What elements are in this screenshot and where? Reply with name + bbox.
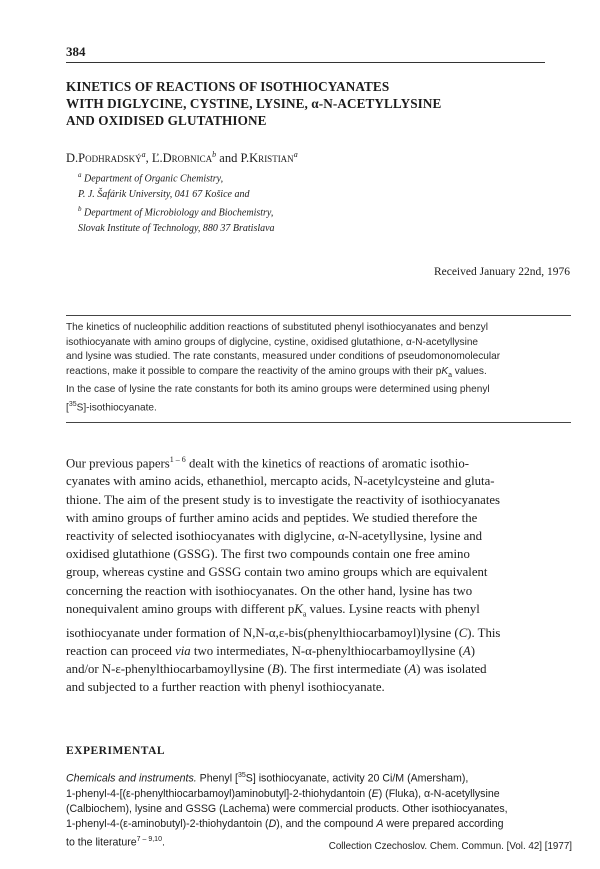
affiliations: [78, 168, 275, 236]
abstract: [66, 321, 571, 415]
abstract-line: [66, 398, 571, 416]
author-name: P.Kristian: [240, 151, 294, 166]
text-run: ). This: [467, 625, 501, 640]
affil-mark: b: [78, 204, 82, 213]
text-run: 1-phenyl-4-(ε-aminobutyl)-2-thiohydantoin (: [66, 817, 269, 830]
abstract-bottom-rule: [66, 422, 571, 423]
author-separator: ,: [145, 151, 152, 166]
author-separator: and: [216, 151, 241, 166]
compound-label: A: [462, 643, 471, 658]
exp-line: [66, 787, 571, 802]
body-line: [66, 642, 571, 660]
text-run: reactions, make it possible to compare the reactivity of the amino groups with their p: [66, 365, 442, 377]
body-line: and subjected to a further reaction with phenyl isothiocyanate.: [66, 680, 385, 695]
text-run: values. Lysine reacts with phenyl: [306, 601, 480, 616]
author-name: Ľ.Drobnica: [151, 151, 213, 166]
text-run: ) was isolated: [416, 662, 487, 677]
affil-text: Department of Organic Chemistry,: [81, 173, 224, 185]
text-run: nonequivalent amino groups with different p: [66, 601, 295, 616]
abstract-line: isothiocyanate with amino groups of diglycine, cystine, oxidised glutathione, α-N-acetyllysine: [66, 336, 479, 348]
affiliation-line: [78, 168, 275, 187]
text-run: [: [66, 401, 69, 413]
abstract-line: [66, 365, 571, 384]
abstract-line: The kinetics of nucleophilic addition reactions of substituted phenyl isothiocyanates and benzyl: [66, 322, 488, 333]
text-run: S] isothiocyanate, activity 20 Ci/M (Amersham),: [245, 772, 469, 785]
affiliation-line: P. J. Šafárik University, 041 67 Košice and: [78, 188, 250, 200]
text-run: dealt with the kinetics of reactions of aromatic isothio-: [185, 456, 470, 471]
affiliation-line: [78, 202, 275, 221]
body-line: with amino groups of further amino acids and peptides. We studied therefore the: [66, 510, 478, 525]
compound-label: B: [271, 662, 280, 677]
section-heading: EXPERIMENTAL: [66, 745, 166, 757]
body-line: [66, 660, 571, 678]
citation-superscript: 7 – 9,10: [136, 835, 162, 843]
journal-footer: Collection Czechoslov. Chem. Commun. [Vol. 42] [1977]: [328, 841, 572, 852]
author-affil-mark: a: [293, 150, 298, 159]
pk-subscript: a: [302, 609, 307, 619]
exp-line: (Calbiochem), lysine and GSSG (Lachema) were commercial products. Other isothiocyanates,: [66, 802, 508, 815]
isotope-superscript: 35: [68, 400, 77, 408]
text-run: and/or N-ε-phenylthiocarbamoyllysine (: [66, 662, 272, 677]
author-affil-mark: a: [141, 150, 146, 159]
body-line: thione. The aim of the present study is to investigate the reactivity of isothiocyanates: [66, 492, 501, 507]
body-line: reactivity of selected isothiocyanates with diglycine, α-N-acetyllysine, lysine and: [66, 529, 483, 544]
page-number: 384: [66, 44, 86, 59]
text-run: Our previous papers: [66, 456, 170, 471]
abstract-top-rule: [66, 315, 571, 316]
body-line: cyanates with amino acids, ethanethiol, mercapto acids, N-acetylcysteine and gluta-: [66, 474, 495, 489]
affiliation-line: Slovak Institute of Technology, 880 37 Bratislava: [78, 222, 275, 234]
author-list: [66, 150, 298, 166]
body-line: [66, 600, 571, 624]
exp-line: [66, 768, 571, 787]
paper-title: [66, 78, 546, 129]
text-run: ) (Fluka), α-N-acetyllysine: [378, 787, 500, 800]
exp-line: [66, 817, 571, 832]
abstract-line: and lysine was studied. The rate constants, measured under conditions of pseudomonomolecular: [66, 351, 501, 362]
isotope-superscript: 35: [237, 772, 246, 779]
body-text: [66, 451, 571, 696]
header-rule: [66, 62, 545, 63]
citation-superscript: 1 – 6: [169, 455, 186, 464]
pk-symbol: K: [294, 601, 303, 616]
text-run: ), and the compound: [276, 817, 377, 830]
paragraph-lead: Chemicals and instruments.: [66, 772, 197, 785]
abstract-line: In the case of lysine the rate constants for both its amino groups were determined using phenyl: [66, 384, 490, 396]
affil-mark: a: [78, 171, 82, 179]
compound-label: E: [371, 787, 379, 800]
author-affil-mark: b: [212, 150, 217, 159]
compound-label: A: [376, 817, 384, 830]
text-run: values.: [451, 365, 487, 377]
experimental-text: [66, 768, 571, 850]
text-run: isothiocyanate under formation of N,N-α,ε-bis(phenylthiocarbamoyl)lysine (: [66, 625, 459, 640]
compound-label: A: [408, 662, 417, 677]
text-run: reaction can proceed: [66, 643, 176, 658]
body-line: group, whereas cystine and GSSG contain two amino groups which are equivalent: [66, 565, 488, 580]
pk-subscript: a: [448, 371, 452, 379]
title-line-1: KINETICS OF REACTIONS OF ISOTHIOCYANATES: [66, 79, 390, 94]
affil-text: Department of Microbiology and Biochemistry,: [81, 207, 274, 219]
text-run: to the literature: [66, 836, 137, 849]
title-line-3: AND OXIDISED GLUTATHIONE: [66, 113, 267, 128]
title-line-2: WITH DIGLYCINE, CYSTINE, LYSINE, α-N-ACETYLLYSINE: [66, 96, 442, 111]
body-line: concerning the reaction with isothiocyanates. On the other hand, lysine has two: [66, 583, 473, 598]
text-run: S]-isothiocyanate.: [76, 401, 157, 413]
body-line: [66, 451, 571, 472]
text-run: 1-phenyl-4-[(ε-phenylthiocarbamoyl)aminobutyl]-2-thiohydantoin (: [66, 787, 372, 800]
compound-label: D: [268, 817, 277, 830]
text-run: .: [161, 836, 165, 849]
text-run: were prepared according: [383, 817, 504, 830]
text-run: two intermediates, N-α-phenylthiocarbamoyllysine (: [190, 643, 463, 658]
text-run: ): [470, 643, 475, 658]
received-date: Received January 22nd, 1976: [433, 266, 570, 278]
author-name: D.Podhradský: [66, 151, 142, 166]
body-line: [66, 624, 571, 642]
text-run: Phenyl [: [196, 772, 238, 785]
compound-label: C: [458, 625, 468, 640]
text-run: ). The first intermediate (: [279, 662, 409, 677]
body-line: oxidised glutathione (GSSG). The first two compounds contain one free amino: [66, 547, 470, 562]
pk-symbol: K: [441, 365, 449, 377]
italic-word: via: [175, 643, 191, 658]
